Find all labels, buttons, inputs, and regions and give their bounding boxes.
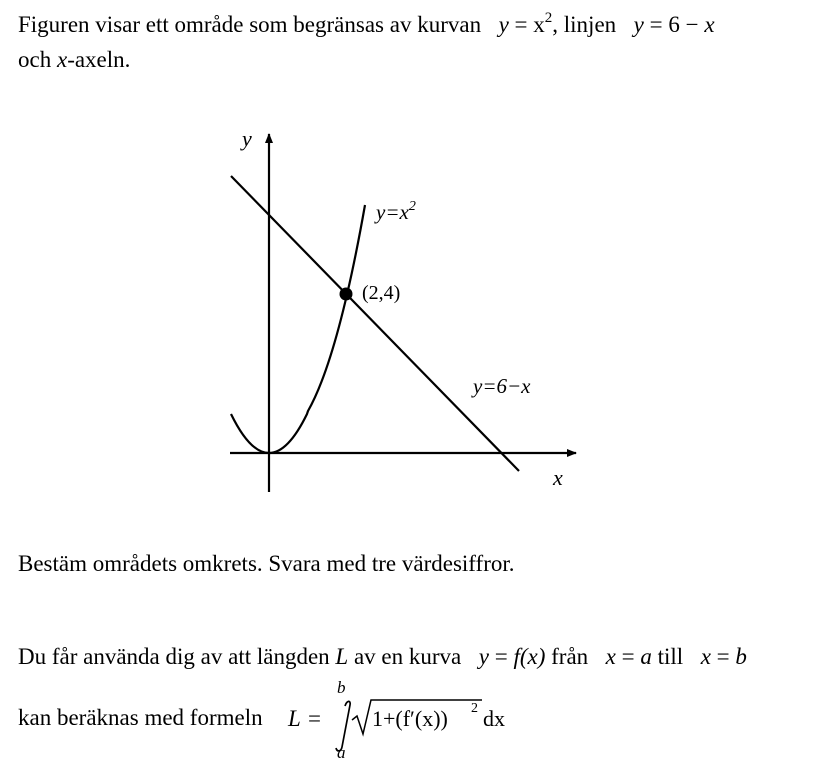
intro-text-before: Figuren visar ett område som begränsas av kurvan [18, 12, 482, 37]
formula-eq: = [308, 706, 321, 731]
intro-line2-var: x [56, 47, 68, 72]
curve-exponent: 2 [544, 10, 553, 26]
line-lhs: y [633, 12, 644, 37]
hint-fx-f: f [513, 644, 520, 669]
line-rhs-num: = 6 − [649, 12, 699, 37]
line-y-6-minus-x [231, 176, 519, 471]
intro-line2-after: -axeln. [67, 47, 131, 72]
curve-rhs-eq: = x [514, 12, 545, 37]
hint-l1-d: till [657, 644, 684, 669]
differential: dx [483, 706, 505, 731]
parabola-curve [231, 205, 365, 453]
y-axis-label: y [242, 126, 252, 151]
hint-fx-eq: = [494, 644, 508, 669]
intersection-point [340, 288, 353, 301]
hint-fx-y: y [478, 644, 489, 669]
hint-xb-eq: = [716, 644, 730, 669]
hint-xa-x: x [605, 644, 616, 669]
hint-l1-b: av en kurva [353, 644, 462, 669]
hint-l1-L: L [335, 644, 349, 669]
lower-limit: a [337, 743, 346, 762]
integrand: 1+(f′(x)) [372, 706, 448, 731]
hint-l1-c: från [551, 644, 589, 669]
formula-L: L [288, 706, 301, 731]
hint-xb-b: b [735, 644, 747, 669]
hint-l2-a: kan beräknas med formeln [18, 705, 263, 730]
hint-line-1 [18, 640, 747, 674]
curve-lhs: y [498, 12, 509, 37]
line-rhs-var: x [704, 12, 715, 37]
intro-line2-before: och [18, 47, 52, 72]
curve-label: $y=x^2$ [376, 199, 416, 224]
hint-xa-eq: = [621, 644, 635, 669]
hint-fx-arg: (x) [519, 644, 546, 669]
point-label: (2,4) [362, 282, 401, 304]
line-label: y=6−x [473, 374, 531, 398]
hint-xa-a: a [640, 644, 652, 669]
upper-limit: b [337, 678, 346, 697]
integrand-exponent: 2 [471, 701, 478, 716]
hint-xb-x: x [700, 644, 711, 669]
arc-length-formula [286, 676, 526, 776]
hint-line-2 [18, 701, 263, 735]
task-text: Bestäm områdets omkrets. Svara med tre värdesiffror. [18, 551, 515, 576]
intro-text-mid: , linjen [552, 12, 617, 37]
hint-l1-a: Du får använda dig av att längden [18, 644, 330, 669]
x-axis-label: x [553, 465, 563, 490]
